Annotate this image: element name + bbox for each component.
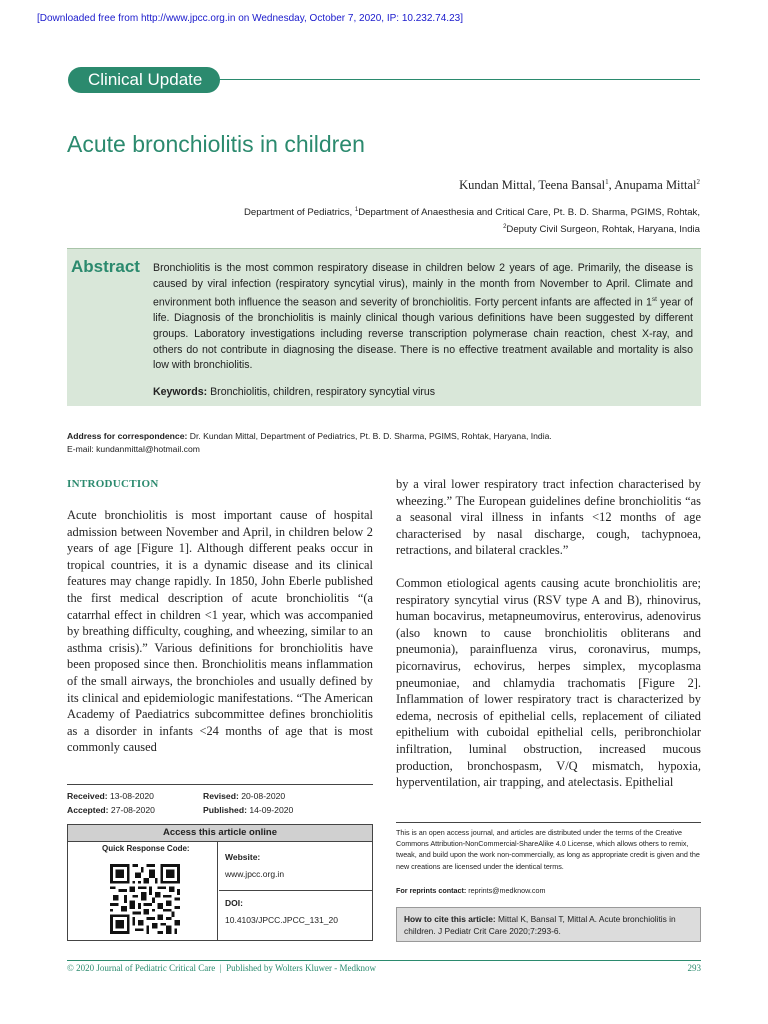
affiliation-text: Department of Anaesthesia and Critical Care, Pt. B. D. Sharma, PGIMS, Rohtak, xyxy=(358,207,700,219)
date-value: 13-08-2020 xyxy=(107,791,154,801)
reprints-email[interactable]: reprints@medknow.com xyxy=(466,886,546,895)
date-value: 20-08-2020 xyxy=(238,791,286,801)
doi-label: DOI: xyxy=(225,898,243,908)
section-heading-introduction: INTRODUCTION xyxy=(67,478,159,490)
body-paragraph: by a viral lower respiratory tract infection characterised by wheezing.” The European guidelines define bronchiolitis “as a seasonal viral illness in infants <12 months of age characterised by nasal discharge, cough, tachypnoea, retractions, and bilateral crackles.” xyxy=(396,477,701,558)
body-paragraph: Acute bronchiolitis is most important cause of hospital admission between November and April, in children below 2 years of age [Figure 1]. Although different peaks occur in tropical countries, it is a dynamic disease and its clinical features may change rapidly. In 1850, John Eberle published the first medical description of acute bronchiolitis “(a catarrhal effect in children <1 year, which was accompanied by breathing difficulty, coughing, and wheezing, similar to an asthma crisis).” Various definitions for bronchiolitis have been proposed since then. Bronchiolitis means inflammation of the small airways, the bronchioles and usually defined by its clinical and epidemiologic manifestations. “The American Academy of Paediatrics subcommittee defines bronchiolitis as a disorder in infants <24 months of age that is most commonly caused xyxy=(67,508,373,755)
doi-link[interactable]: 10.4103/JPCC.JPCC_131_20 xyxy=(225,915,338,925)
affiliation-marker: 1 xyxy=(354,207,359,213)
citation-box xyxy=(396,907,701,942)
qr-column xyxy=(68,842,218,940)
body-paragraph: Common etiological agents causing acute bronchiolitis are; respiratory syncytial virus (RSV type A and B), rhinovirus, human bocavirus, metapneumovirus, enterovirus, adenovirus (also known to cause bronchiolitis obliterans and pneumonia), parainfluenza virus, coronavirus, mumps, picornavirus, echovirus, herpes simplex, mycoplasma pneumoniae, and chlamydia trachomatis [Figure 2]. Inflammation of lower respiratory tract is characterized by edema, necrosis of epithelial cells, replacement of ciliated epithelium with cuboidal epithelial cells, peribronchiolar infiltration, luminal obstruction, increased mucous production, bronchospasm, V/Q mismatch, hypoxia, hyperventilation, air trapping, and atelectasis. Epithelial xyxy=(396,575,701,790)
author-name: Teena Bansal xyxy=(538,178,606,193)
author-name: Anupama Mittal xyxy=(614,178,697,193)
date-label: Published: xyxy=(203,805,247,815)
date-label: Revised: xyxy=(203,791,239,801)
access-header: Access this article online xyxy=(68,825,372,842)
article-title: Acute bronchiolitis in children xyxy=(67,131,365,157)
date-value: 14-09-2020 xyxy=(246,805,294,815)
footer-rule xyxy=(67,960,701,961)
website-column xyxy=(219,842,373,940)
ordinal-suffix: st xyxy=(651,296,657,304)
correspondence-email[interactable]: E-mail: kundanmittal@hotmail.com xyxy=(67,443,200,454)
affiliation-marker: 2 xyxy=(696,178,700,186)
correspondence-text: Dr. Kundan Mittal, Department of Pediatrics, Pt. B. D. Sharma, PGIMS, Rohtak, Haryana, India. xyxy=(187,431,552,441)
correspondence xyxy=(67,430,701,455)
affiliations xyxy=(244,203,700,237)
qr-code-icon[interactable] xyxy=(110,864,180,934)
section-label: Clinical Update xyxy=(68,67,220,93)
author-list xyxy=(459,178,700,193)
reprints-contact xyxy=(396,886,546,895)
article-dates xyxy=(67,784,373,817)
abstract-text xyxy=(153,261,693,374)
left-column xyxy=(67,478,373,772)
abstract-text-part: Bronchiolitis is the most common respiratory disease in children below 2 years of age. Primarily, the disease is caused by viral infection (respiratory syncytial virus), mainly in the month from November to April. Climate and environment both influence the season and severity of bronchiolitis. Forty percent infants are affected in 1 xyxy=(153,262,693,309)
abstract-box xyxy=(67,248,701,406)
license-notice: This is an open access journal, and articles are distributed under the terms of the Creative Commons Attribution-NonCommercial-ShareAlike 4.0 License, which allows others to remix, tweak, and build upon the work non-commercially, as long as appropriate credit is given and the new creations are licensed under the identical terms. xyxy=(396,822,701,872)
citation-label: How to cite this article: xyxy=(404,914,496,924)
date-label: Accepted: xyxy=(67,805,109,815)
page-number: 293 xyxy=(687,963,701,973)
author-separator: , xyxy=(608,178,615,193)
keywords-text: Bronchiolitis, children, respiratory syncytial virus xyxy=(207,386,436,398)
abstract-text-part: year of life. Diagnosis of the bronchiolitis is mainly clinical though various definitions have been suggested by different groups. Laboratory investigations including reverse transcription polymerase chain reaction, chest X-ray, and others do not contribute in diagnosing the disease. There is no effective treatment available and mortality is also low with bronchiolitis. xyxy=(153,296,693,372)
author-name: Kundan Mittal, xyxy=(459,178,539,193)
affiliation-text: Department of Pediatrics, xyxy=(243,207,355,219)
date-value: 27-08-2020 xyxy=(108,805,155,815)
affiliation-text: Deputy Civil Surgeon, Rohtak, Haryana, India xyxy=(506,224,700,236)
affiliation-marker: 2 xyxy=(503,224,507,231)
website-link[interactable]: www.jpcc.org.in xyxy=(225,869,285,879)
section-rule xyxy=(205,79,700,80)
correspondence-label: Address for correspondence: xyxy=(67,431,188,441)
access-online-box xyxy=(67,824,373,941)
website-label: Website: xyxy=(225,852,261,862)
qr-label: Quick Response Code: xyxy=(102,844,190,853)
affiliation-marker: 1 xyxy=(605,178,609,186)
download-notice[interactable]: [Downloaded free from http://www.jpcc.org.in on Wednesday, October 7, 2020, IP: 10.232.74.23] xyxy=(37,13,463,24)
abstract-label: Abstract xyxy=(71,257,140,276)
date-label: Received: xyxy=(67,791,108,801)
reprints-label: For reprints contact: xyxy=(396,886,467,895)
keywords xyxy=(153,386,435,398)
keywords-label: Keywords: xyxy=(153,386,208,398)
right-column xyxy=(396,476,701,807)
footer-journal: © 2020 Journal of Pediatric Critical Care | Published by Wolters Kluwer - Medknow xyxy=(67,963,376,973)
citation-text: Mittal K, Bansal T, Mittal A. Acute bronchiolitis in children. J Pediatr Crit Care 2020;7:293-6. xyxy=(404,914,676,936)
